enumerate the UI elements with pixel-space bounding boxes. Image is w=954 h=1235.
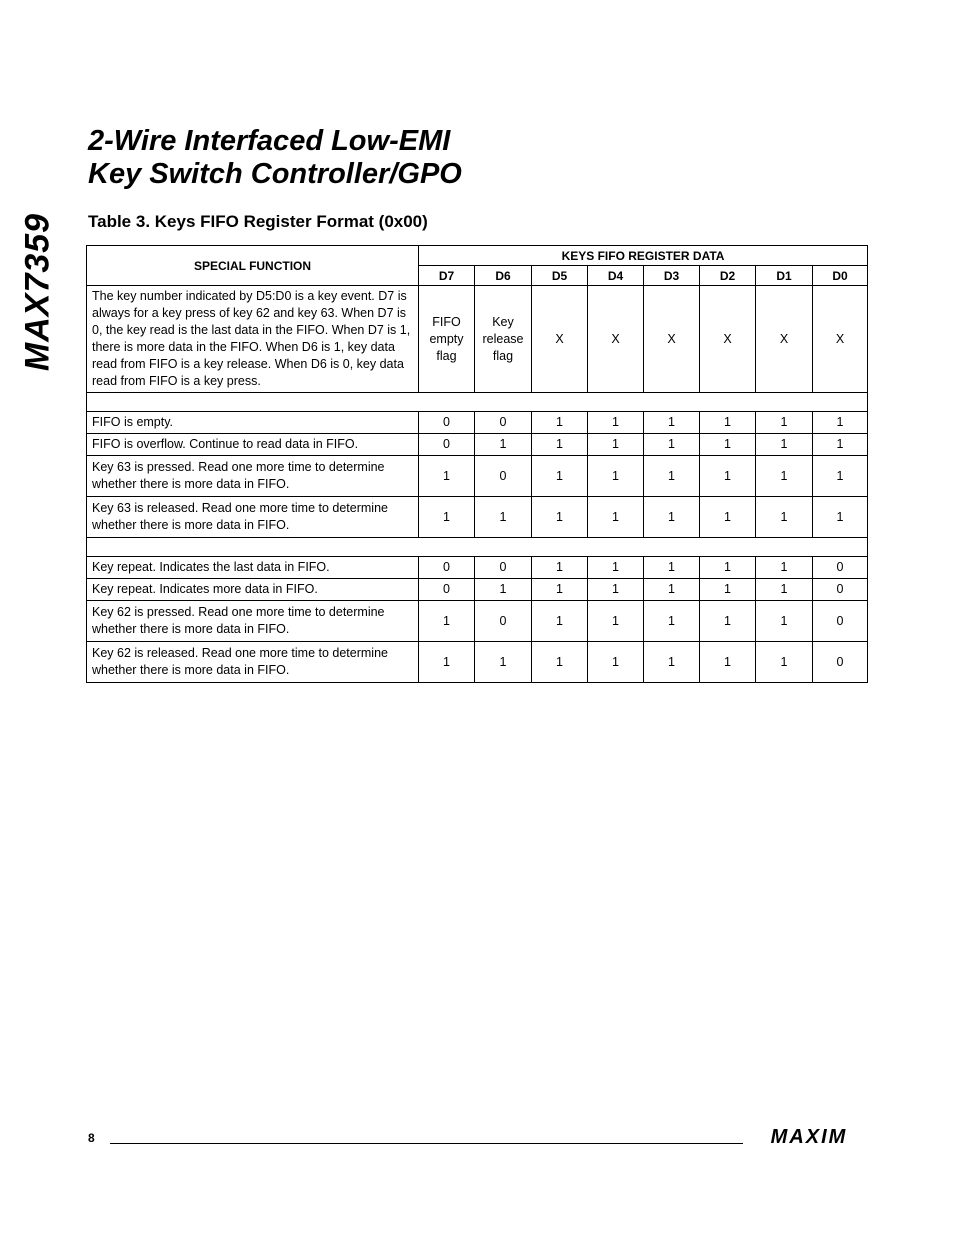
- bit-cell: 1: [419, 601, 475, 642]
- bit-cell: 1: [813, 434, 868, 456]
- bit-cell: 1: [644, 579, 700, 601]
- bit-cell: 1: [532, 579, 588, 601]
- table-row: [87, 601, 868, 642]
- bit-cell: 1: [419, 456, 475, 497]
- bit-cell: 1: [532, 497, 588, 538]
- page-title: [88, 125, 462, 191]
- bit-cell: 0: [475, 601, 532, 642]
- bit-cell: 1: [588, 557, 644, 579]
- side-part-number: [8, 212, 68, 372]
- bit-cell: 1: [756, 434, 813, 456]
- bit-cell: 1: [756, 579, 813, 601]
- bit-cell: 0: [475, 557, 532, 579]
- bit-cell: 1: [700, 497, 756, 538]
- maxim-logo-text: MAXIM: [770, 1126, 848, 1147]
- bit-cell: 1: [756, 456, 813, 497]
- bit-cell: 0: [419, 579, 475, 601]
- bit-cell: 1: [700, 557, 756, 579]
- bit-cell: 0: [813, 557, 868, 579]
- bit-cell: X: [813, 286, 868, 393]
- bit-cell: 1: [700, 579, 756, 601]
- bit-cell: 1: [756, 557, 813, 579]
- page-title-line1: 2-Wire Interfaced Low-EMI: [88, 125, 451, 157]
- bit-cell: 1: [588, 642, 644, 683]
- header-special-function: SPECIAL FUNCTION: [87, 246, 419, 286]
- bit-cell: 1: [644, 642, 700, 683]
- bit-cell: 1: [475, 579, 532, 601]
- bit-cell: X: [532, 286, 588, 393]
- bit-cell: 1: [588, 579, 644, 601]
- table-caption: Table 3. Keys FIFO Register Format (0x00): [88, 212, 428, 231]
- table-row-description: [87, 286, 868, 393]
- bit-cell: X: [700, 286, 756, 393]
- row-description: Key 62 is released. Read one more time to determine whether there is more data in FIFO.: [87, 642, 419, 683]
- bit-cell: 1: [700, 601, 756, 642]
- bit-cell: 0: [419, 557, 475, 579]
- table-row: [87, 456, 868, 497]
- bit-cell: 1: [588, 412, 644, 434]
- bit-cell: 1: [813, 456, 868, 497]
- bit-cell: 1: [588, 456, 644, 497]
- bit-cell: 1: [756, 642, 813, 683]
- bit-cell: 1: [700, 434, 756, 456]
- table-row: [87, 412, 868, 434]
- bit-cell: X: [644, 286, 700, 393]
- bit-cell: FIFO empty flag: [419, 286, 475, 393]
- header-bit: D1: [756, 266, 813, 286]
- bit-cell: 1: [588, 497, 644, 538]
- row-description: FIFO is overflow. Continue to read data in FIFO.: [87, 434, 419, 456]
- bit-cell: 0: [475, 456, 532, 497]
- bit-cell: 1: [644, 412, 700, 434]
- bit-cell: 1: [475, 434, 532, 456]
- bit-cell: 1: [756, 412, 813, 434]
- bit-cell: 1: [588, 601, 644, 642]
- header-bit: D4: [588, 266, 644, 286]
- bit-cell: 1: [532, 412, 588, 434]
- table-spacer-row: [87, 393, 868, 412]
- bit-cell: 1: [813, 412, 868, 434]
- row-description: Key 63 is pressed. Read one more time to determine whether there is more data in FIFO.: [87, 456, 419, 497]
- bit-cell: 1: [700, 412, 756, 434]
- bit-cell: X: [588, 286, 644, 393]
- header-bit: D0: [813, 266, 868, 286]
- keys-fifo-register-table: [86, 245, 868, 683]
- table-row: [87, 579, 868, 601]
- bit-cell: Key release flag: [475, 286, 532, 393]
- bit-cell: 1: [644, 434, 700, 456]
- bit-cell: 1: [475, 642, 532, 683]
- spacer-cell: [87, 538, 868, 557]
- header-bit: D5: [532, 266, 588, 286]
- row-description: The key number indicated by D5:D0 is a key event. D7 is always for a key press of key 62 and key 63. When D7 is 0, the key read is the last data in the FIFO. When D7 is 1, there is more data in the FIFO. When D6 is 1, key data read from FIFO is a key release. When D6 is 0, key data read from FIFO is a key press.: [87, 286, 419, 393]
- bit-cell: 0: [813, 642, 868, 683]
- bit-cell: 1: [532, 557, 588, 579]
- bit-cell: 1: [419, 642, 475, 683]
- page-number: 8: [88, 1131, 95, 1145]
- bit-cell: 0: [419, 434, 475, 456]
- bit-cell: 1: [644, 557, 700, 579]
- bit-cell: 0: [813, 579, 868, 601]
- bit-cell: 1: [756, 497, 813, 538]
- bit-cell: 1: [532, 456, 588, 497]
- page-title-line2: Key Switch Controller/GPO: [88, 158, 462, 190]
- row-description: FIFO is empty.: [87, 412, 419, 434]
- bit-cell: 1: [644, 497, 700, 538]
- header-bit: D2: [700, 266, 756, 286]
- maxim-logo: [754, 1125, 864, 1147]
- row-description: Key repeat. Indicates the last data in FIFO.: [87, 557, 419, 579]
- bit-cell: 1: [532, 601, 588, 642]
- spacer-cell: [87, 393, 868, 412]
- header-register-data: KEYS FIFO REGISTER DATA: [419, 246, 868, 266]
- bit-cell: 1: [419, 497, 475, 538]
- bit-cell: 1: [532, 434, 588, 456]
- table-row: [87, 557, 868, 579]
- bit-cell: X: [756, 286, 813, 393]
- table-spacer-row: [87, 538, 868, 557]
- bit-cell: 1: [644, 601, 700, 642]
- side-part-number-text: MAX7359: [18, 212, 57, 372]
- table-row: [87, 642, 868, 683]
- bit-cell: 1: [644, 456, 700, 497]
- bit-cell: 0: [419, 412, 475, 434]
- bit-cell: 1: [532, 642, 588, 683]
- bit-cell: 1: [813, 497, 868, 538]
- bit-cell: 1: [756, 601, 813, 642]
- header-bit: D7: [419, 266, 475, 286]
- table-row: [87, 434, 868, 456]
- bit-cell: 1: [588, 434, 644, 456]
- header-bit: D3: [644, 266, 700, 286]
- row-description: Key repeat. Indicates more data in FIFO.: [87, 579, 419, 601]
- row-description: Key 62 is pressed. Read one more time to determine whether there is more data in FIFO.: [87, 601, 419, 642]
- bit-cell: 1: [700, 456, 756, 497]
- footer-divider: [110, 1143, 743, 1144]
- bit-cell: 1: [475, 497, 532, 538]
- bit-cell: 0: [813, 601, 868, 642]
- row-description: Key 63 is released. Read one more time to determine whether there is more data in FIFO.: [87, 497, 419, 538]
- table-row: [87, 497, 868, 538]
- bit-cell: 1: [700, 642, 756, 683]
- header-bit: D6: [475, 266, 532, 286]
- bit-cell: 0: [475, 412, 532, 434]
